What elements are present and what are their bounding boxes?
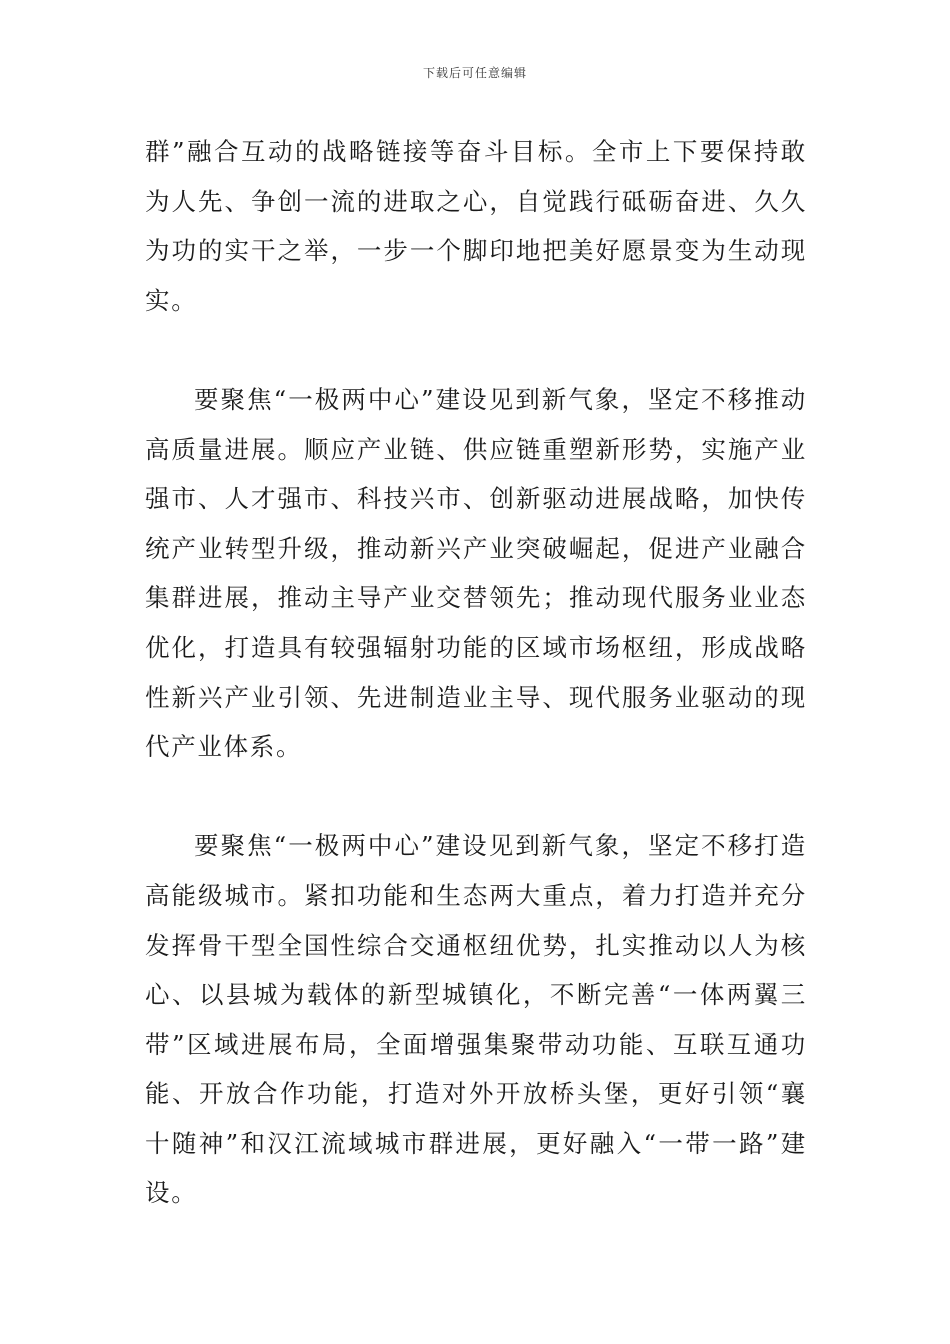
paragraph-spacer: [145, 772, 807, 822]
page-header-note: 下载后可任意编辑: [422, 66, 527, 80]
paragraph-continuation: 群”融合互动的战略链接等奋斗目标。全市上下要保持敢为人先、争创一流的进取之心，自觉践行砥砺奋进、久久为功的实干之举，一步一个脚印地把美好愿景变为生动现实。: [145, 137, 807, 315]
document-body: [145, 127, 807, 1218]
paragraph-spacer: [145, 325, 807, 375]
paragraph-high-quality-development: 要聚焦“一极两中心”建设见到新气象，坚定不移推动高质量进展。顺应产业链、供应链重塑新形势，实施产业强市、人才强市、科技兴市、创新驱动进展战略，加快传统产业转型升级，推动新兴产业突破崛起，促进产业融合集群进展，推动主导产业交替领先；推动现代服务业业态优化，打造具有较强辐射功能的区域市场枢纽，形成战略性新兴产业引领、先进制造业主导、现代服务业驱动的现代产业体系。: [145, 384, 807, 762]
paragraph-high-level-city: 要聚焦“一极两中心”建设见到新气象，坚定不移打造高能级城市。紧扣功能和生态两大重点，着力打造并充分发挥骨干型全国性综合交通枢纽优势，扎实推动以人为核心、以县城为载体的新型城镇化，不断完善“一体两翼三带”区域进展布局，全面增强集聚带动功能、互联互通功能、开放合作功能，打造对外开放桥头堡，更好引领“襄十随神”和汉江流域城市群进展，更好融入“一带一路”建设。: [145, 831, 807, 1208]
